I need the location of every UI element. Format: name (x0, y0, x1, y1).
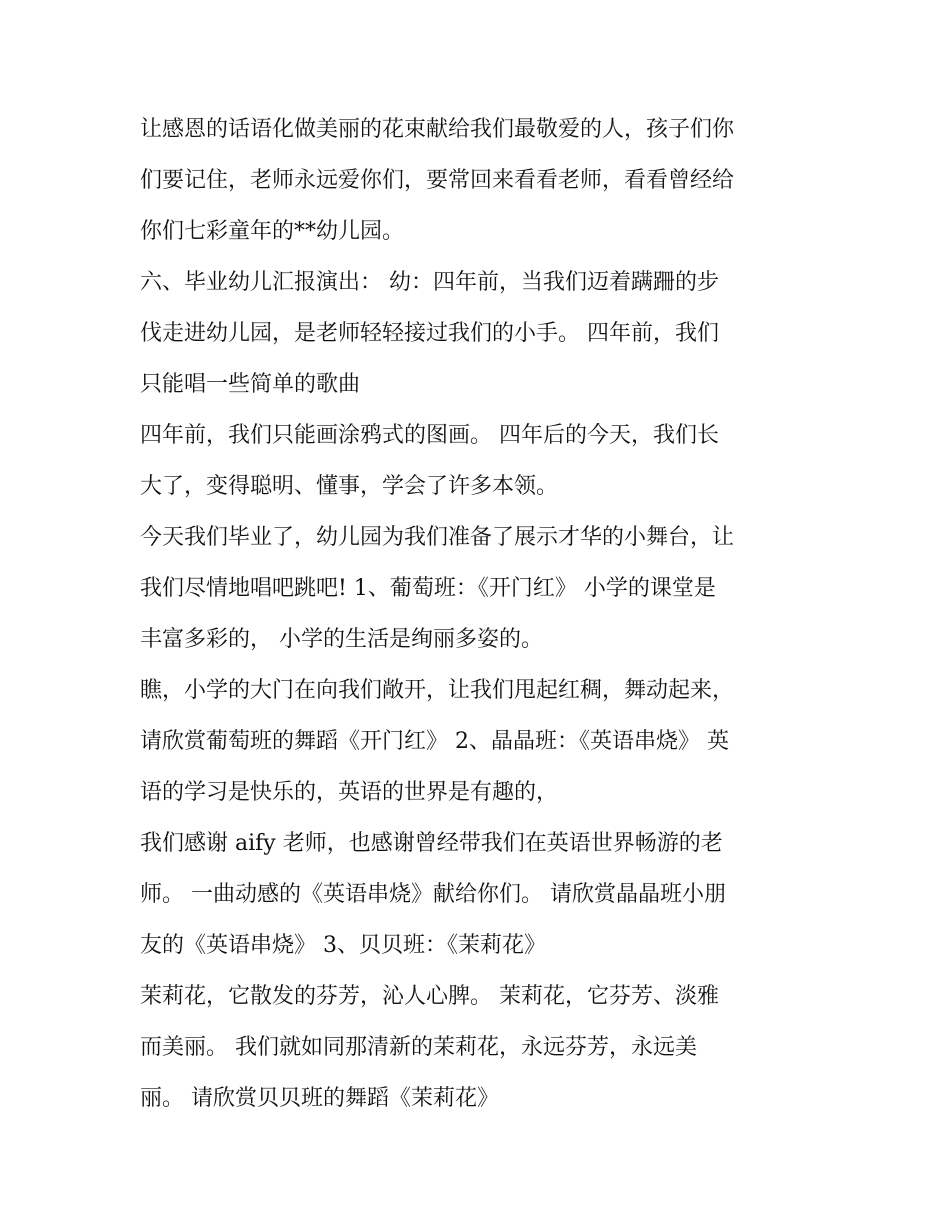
text-line: 们要记住，老师永远爱你们，要常回来看看老师，看看曾经给 (140, 168, 735, 193)
text-line: 让感恩的话语化做美丽的花束献给我们最敬爱的人，孩子们你 (140, 117, 735, 142)
text-line: 我们感谢 aify 老师，也感谢曾经带我们在英语世界畅游的老 (140, 831, 723, 856)
document-body (140, 104, 830, 1124)
text-line: 伐走进幼儿园，是老师轻轻接过我们的小手。 四年前，我们 (140, 321, 719, 346)
text-line: 师。 一曲动感的《英语串烧》献给你们。 请欣赏晶晶班小朋 (140, 882, 726, 907)
text-line: 我们尽情地唱吧跳吧! 1、葡萄班：《开门红》 小学的课堂是 (140, 576, 716, 601)
text-line: 茉莉花，它散发的芬芳，沁人心脾。 茉莉花，它芬芳、淡雅 (140, 984, 719, 1009)
text-line: 四年前，我们只能画涂鸦式的图画。 四年后的今天，我们长 (140, 423, 719, 448)
text-line: 请欣赏葡萄班的舞蹈《开门红》 2、晶晶班：《英语串烧》 英 (140, 729, 729, 754)
text-line: 六、毕业幼儿汇报演出： 幼：四年前，当我们迈着蹒跚的步 (140, 270, 719, 295)
text-line: 丰富多彩的， 小学的生活是绚丽多姿的。 (140, 627, 543, 652)
text-line: 友的《英语串烧》 3、贝贝班：《茉莉花》 (140, 933, 546, 958)
text-line: 语的学习是快乐的，英语的世界是有趣的， (140, 780, 559, 805)
text-line: 大了，变得聪明、懂事，学会了许多本领。 (140, 474, 559, 499)
text-line: 只能唱一些简单的歌曲 (140, 372, 361, 397)
text-line: 今天我们毕业了，幼儿园为我们准备了展示才华的小舞台，让 (140, 525, 735, 550)
text-line: 瞧，小学的大门在向我们敞开，让我们甩起红稠，舞动起来， (140, 678, 735, 703)
text-line: 而美丽。 我们就如同那清新的茉莉花，永远芬芳，永远美 (140, 1035, 697, 1060)
text-line: 你们七彩童年的**幼儿园。 (140, 219, 405, 244)
text-line: 丽。 请欣赏贝贝班的舞蹈《茉莉花》 (140, 1086, 499, 1111)
